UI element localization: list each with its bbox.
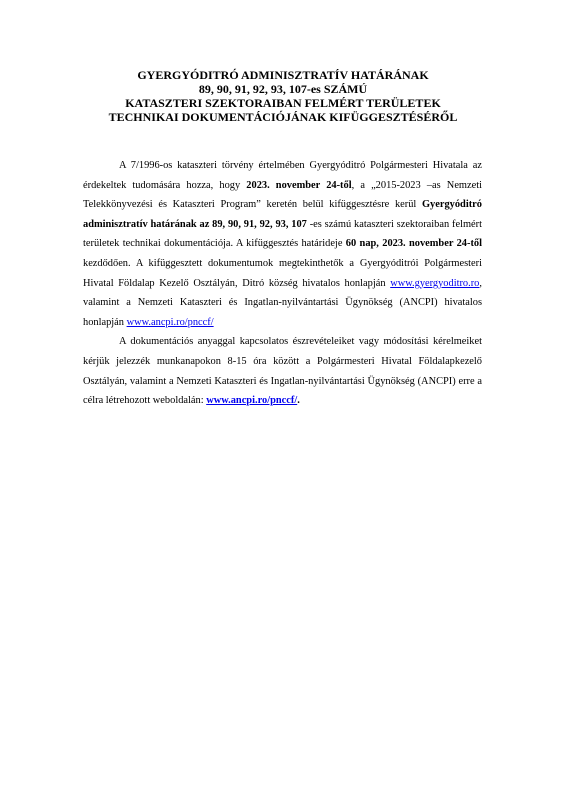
- document-title: [60, 68, 506, 124]
- title-line-1: GYERGYÓDITRÓ ADMINISZTRATÍV HATÁRÁNAK: [137, 68, 429, 82]
- deadline-bold: 60 nap, 2023. november 24-től: [345, 238, 482, 250]
- start-date-bold: 2023. november 24-től: [246, 179, 352, 191]
- title-line-2: 89, 90, 91, 92, 93, 107-es SZÁMÚ: [198, 82, 368, 96]
- paragraph-text: A 7/1996-os kataszteri törvény értelmében Gyergyóditró Polgármesteri Hivatala az érdekeltek tudomására hozza, hogy: [83, 160, 482, 191]
- trailing-period: .: [297, 395, 300, 407]
- title-line-3: KATASZTERI SZEKTORAIBAN FELMÉRT TERÜLETEK: [125, 96, 441, 110]
- ancpi-website-link[interactable]: www.ancpi.ro/pnccf/: [126, 316, 214, 328]
- paragraph-text: -es számú kataszteri szektoraiban felmért területek technikai dokumentációja. A kifüggesztés határideje: [83, 218, 483, 250]
- paragraph-text: kezdődően. A kifüggesztett dokumentumok megtekinthetők a Gyergyóditrói Polgármesteri Hivatal Földalap Kezelő Osztályán, Ditró község hivatalos honlapján: [83, 257, 482, 289]
- paragraph-announcement: [83, 156, 482, 332]
- paragraph-text: A dokumentációs anyaggal kapcsolatos észrevételeiket vagy módosítási kérelmeiket kérjük jelezzék munkanapokon 8-15 óra között a Polgármesteri Hivatal Földalapkezelő Osztályán, valamint a Nemzeti Kataszteri és Ingatlan-nyilvántartási Ügynökség (ANCPI) erre a célra létrehozott weboldalán:: [83, 336, 482, 407]
- paragraph-text: , valamint a Nemzeti Kataszteri és Ingatlan-nyilvántartási Ügynökség (ANCPI) hivatalos honlapján: [83, 277, 482, 328]
- document-body: [83, 156, 482, 411]
- paragraph-objections: [83, 332, 482, 410]
- sectors-bold: Gyergyóditró adminisztratív határának az 89, 90, 91, 92, 93, 107: [83, 199, 482, 230]
- title-line-4: TECHNIKAI DOKUMENTÁCIÓJÁNAK KIFÜGGESZTÉSÉRŐL: [108, 110, 458, 124]
- ancpi-objections-link[interactable]: www.ancpi.ro/pnccf/: [206, 395, 298, 407]
- gyergyoditro-website-link[interactable]: www.gyergyoditro.ro: [390, 277, 480, 289]
- paragraph-text: , a „2015-2023 –as Nemzeti Telekkönyvezési és Kataszteri Program” keretén belül kifüggesztésre kerül: [83, 179, 483, 211]
